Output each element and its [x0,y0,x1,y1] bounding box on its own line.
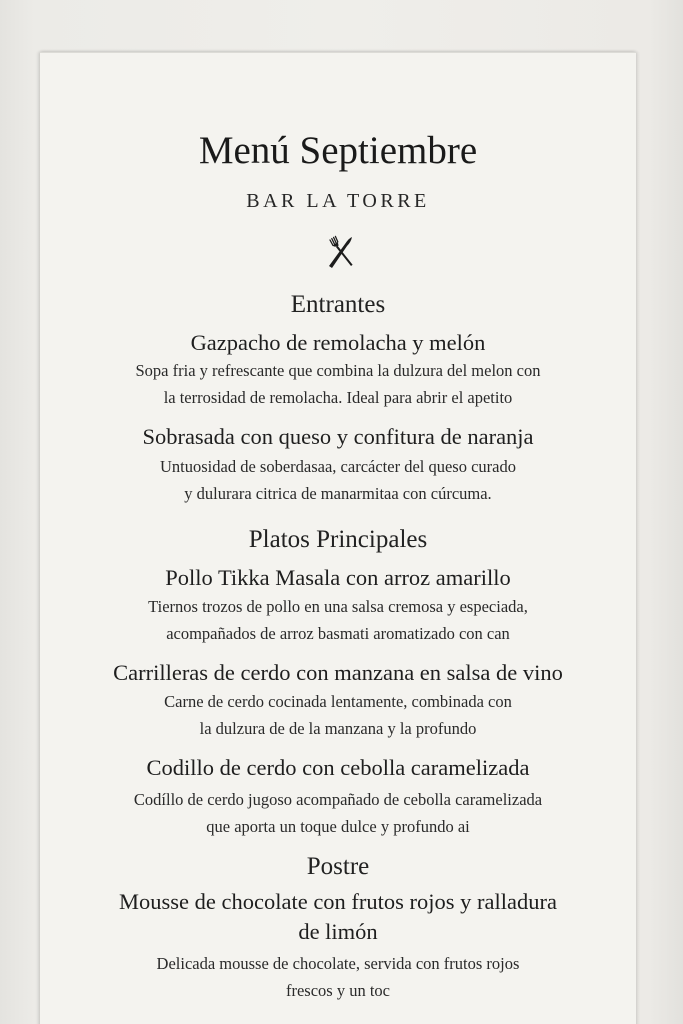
dish-description [40,786,636,840]
menu-title: Menú Septiembre [198,129,478,172]
dish-description [40,950,636,1004]
dish-description-line: y dulurara citrica de manarmitaa con cúrcuma. [184,484,492,503]
section-heading-platos-principales: Platos Principales [248,526,428,553]
dish-description-line: Tiernos trozos de pollo en una salsa cremosa y especiada, [148,597,528,616]
menu-card [40,52,636,1024]
dish-description-line: la dulzura de de la manzana y la profundo [199,719,477,738]
dish-title [40,887,636,947]
dish-description-line: frescos y un toc [285,981,390,1000]
dish-description [40,593,636,647]
dish-title-line: Mousse de chocolate con frutos rojos y ralladura [119,889,557,914]
dish-title: Sobrasada con queso y confitura de naranja [142,424,534,449]
dish-title-line: de limón [298,919,378,944]
dish-title: Codillo de cerdo con cebolla caramelizada [146,755,530,780]
dish-description-line: Codíllo de cerdo jugoso acompañado de cebolla caramelizada [133,790,543,809]
dish-title: Gazpacho de remolacha y melón [190,330,486,355]
fork-knife-icon [325,235,355,269]
dish-description-line: que aporta un toque dulce y profundo ai [206,817,470,836]
dish-title: Carrilleras de cerdo con manzana en salsa de vino [113,660,563,685]
dish-description [40,357,636,411]
dish-title: Pollo Tikka Masala con arroz amarillo [165,565,511,590]
dish-description-line: Untuosidad de soberdasaa, carcácter del queso curado [160,457,516,476]
dish-description-line: Carne de cerdo cocinada lentamente, combinada con [164,692,512,711]
section-heading-postre: Postre [306,853,370,880]
dish-description-line: acompañados de arroz basmati aromatizado con can [166,624,510,643]
dish-description-line: la terrosidad de remolacha. Ideal para abrir el apetito [163,388,513,407]
dish-description-line: Sopa fria y refrescante que combina la dulzura del melon con [135,361,541,380]
dish-description [40,453,636,507]
section-heading-entrantes: Entrantes [290,291,386,318]
restaurant-name: BAR LA TORRE [246,190,430,212]
dish-description-line: Delicada mousse de chocolate, servida con frutos rojos [156,954,520,973]
dish-description [40,688,636,742]
